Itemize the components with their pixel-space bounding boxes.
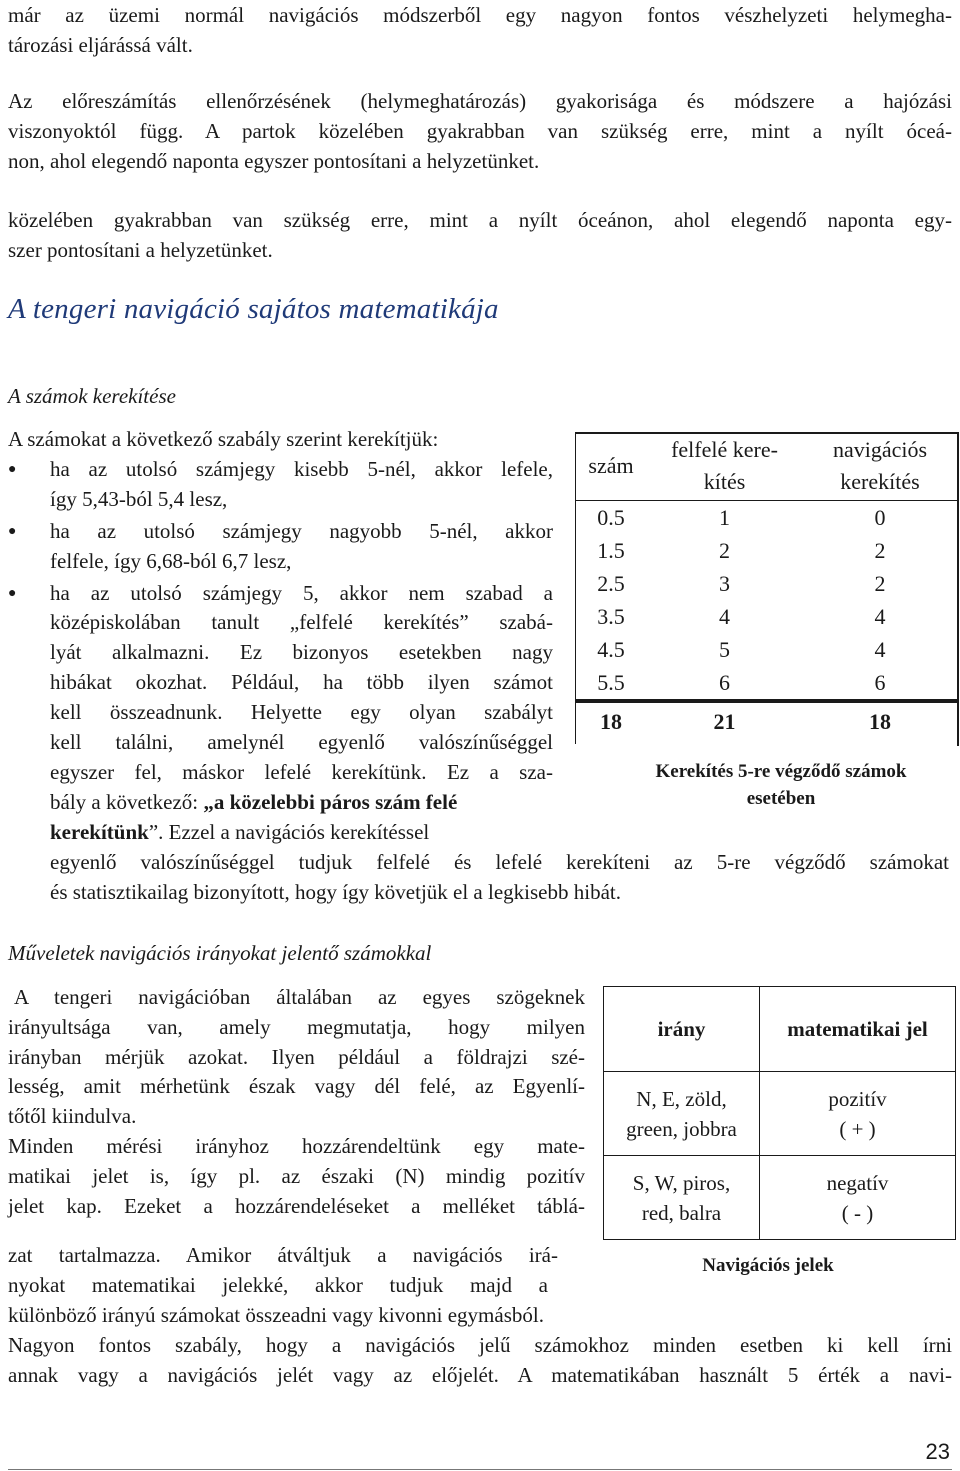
rounding-table [575,432,958,741]
footer-rule [8,1469,952,1470]
body-text-line: annak vagy a navigációs jelét vagy az előjelét. A matematikában használt 5 érték a navi- [8,1363,952,1387]
rule-emphasis: kerekítünk [50,820,149,844]
table-caption: Navigációs jelek [702,1255,834,1276]
body-text-line: lesség, amit mérhetünk észak vagy dél felé, az Egyenlí- [8,1074,585,1098]
bullet-text-line: lyát alkalmazni. Ez bizonyos esetekben nagy [50,640,553,664]
table-cell: 0.5 [597,504,625,530]
table-cell: 5 [719,636,730,662]
subsection-title: Műveletek navigációs irányokat jelentő számokkal [8,941,432,965]
table-cell: 1 [719,504,730,530]
bullet-icon: ● [8,462,17,477]
header-line: kerekítés [840,469,920,494]
table-cell [760,1156,956,1240]
header-cell-up [647,432,802,501]
bullet-text-line: így 5,43-ból 5,4 lesz, [50,487,228,511]
nav-sign-table [603,986,956,1240]
bullet-text-line: egyszer fel, máskor lefelé kerekítünk. Ez a sza- [50,760,553,784]
bullet-text-line: ha az utolsó számjegy kisebb 5-nél, akkor lefele, [50,457,553,481]
table-cell: 4.5 [597,636,625,662]
table-cell: 2 [874,570,886,596]
bullet-text-line: egyenlő valószínűséggel tudjuk felfelé és lefelé kerekíteni az 5-re végződő számokat [50,850,949,874]
body-text-line: irányban mérjük azokat. Ilyen például a földrajzi szé- [8,1045,585,1069]
table-cell: 6 [874,669,886,695]
cell-line: S, W, piros, [632,1170,731,1195]
table-header-row [604,987,956,1072]
bullet-text-line [50,817,429,847]
header-cell-szam: szám [575,432,647,501]
table-total-row [575,701,958,741]
body-text-line: non, ahol elegendő naponta egyszer pontosítani a helyzetünket. [8,149,540,173]
cell-line: ( - ) [841,1200,874,1225]
table-cell [760,1072,956,1156]
table-cell: 2 [874,537,886,563]
table-row [604,1072,956,1156]
table-row [575,666,958,701]
table-cell: 1.5 [597,537,625,563]
body-text-line: Nagyon fontos szabály, hogy a navigációs jelű számokhoz minden esetben ki kell írni [8,1333,952,1357]
table-cell: 2.5 [597,570,625,596]
table-cell: 5.5 [597,669,625,695]
table-cell: 6 [719,669,730,695]
body-text-line: nyokat matematikai jelekké, akkor tudjuk majd a [8,1273,548,1297]
table-header-row [575,432,958,501]
cell-line: ( + ) [839,1116,876,1141]
body-text-line: A tengeri navigációban általában az egyes szögeknek [14,985,585,1009]
body-text-line: matikai jelet is, így pl. az északi (N) mindig pozitív [8,1164,585,1188]
table-cell: 4 [874,636,886,662]
header-line: kítés [703,469,746,494]
header-line: navigációs [832,437,928,462]
cell-line: negatív [826,1170,889,1195]
table-row [575,633,958,666]
body-text-line: zat tartalmazza. Amikor átváltjuk a navigációs irá- [8,1243,558,1267]
body-text-line: tározási eljárássá vált. [8,33,193,57]
body-text-line: jelet kap. Ezeket a hozzárendeléseket a melléket táblá- [8,1194,585,1218]
table-cell: 3.5 [597,603,625,629]
table-row [575,600,958,633]
body-text-line: A számokat a következő szabály szerint kerekítjük: [8,427,439,451]
bullet-text-line: kell találni, amelynél egyenlő valószínűséggel [50,730,553,754]
cell-line: pozitív [828,1086,887,1111]
body-text-line: tőtől kiindulva. [8,1104,137,1128]
rule-text: bály a következő: [50,790,204,814]
body-text-line: Az előreszámítás ellenőrzésének (helymeghatározás) gyakorisága és módszere a hajózási [8,89,952,113]
bullet-text-line: ha az utolsó számjegy nagyobb 5-nél, akkor [50,519,553,543]
header-cell-direction: irány [604,987,760,1072]
section-title: A tengeri navigáció sajátos matematikája [8,293,499,325]
body-text-line: irányultsága van, amely megmutatja, hogy milyen [8,1015,585,1039]
total-cell: 21 [647,701,802,741]
body-text-line: szer pontosítani a helyzetünket. [8,238,273,262]
rule-text: ”. Ezzel a navigációs kerekítéssel [148,820,430,844]
body-text-line: közelében gyakrabban van szükség erre, mint a nyílt óceánon, ahol elegendő naponta egy- [8,208,952,232]
bullet-text-line [50,787,457,817]
subsection-title: A számok kerekítése [8,384,176,408]
table-cell [604,1072,760,1156]
rule-emphasis: „a közelebbi páros szám felé [203,790,458,814]
bullet-text-line: kell összeadnunk. Helyette egy olyan szabályt [50,700,553,724]
bullet-text-line: és statisztikailag bizonyított, hogy így követjük el a legkisebb hibát. [50,880,621,904]
body-text-line: már az üzemi normál navigációs módszerből egy nagyon fontos vészhelyzeti helymegha- [8,3,952,27]
table-row [575,567,958,600]
bullet-text-line: középiskolában tanult „felfelé kerekítés” szabá- [50,610,553,634]
caption-line: Kerekítés 5-re végződő számok [655,761,907,782]
table-row [575,534,958,567]
bullet-icon: ● [8,524,17,539]
bullet-text-line: hibákat okozhat. Például, ha több ilyen számot [50,670,553,694]
table-caption [600,758,960,812]
body-text-line: különböző irányú számokat összeadni vagy kivonni egymásból. [8,1303,544,1327]
body-text-line: viszonyoktól függ. A partok közelében gyakrabban van szükség erre, mint a nyílt óceá- [8,119,952,143]
page-number: 23 [925,1439,950,1464]
table-cell: 0 [874,504,886,530]
caption-line: esetében [746,788,816,809]
table-cell: 2 [719,537,730,563]
table-cell: 4 [719,603,730,629]
table-row [575,501,958,535]
bullet-text-line: felfele, így 6,68-ból 6,7 lesz, [50,549,292,573]
total-cell: 18 [575,701,647,741]
header-cell-nav [802,432,958,501]
body-text-line: Minden mérési irányhoz hozzárendeltünk egy mate- [8,1134,585,1158]
header-line: felfelé kere- [671,437,778,462]
cell-line: N, E, zöld, [636,1086,727,1111]
bullet-icon: ● [8,586,17,601]
cell-line: green, jobbra [626,1116,737,1141]
total-cell: 18 [802,701,958,741]
table-cell: 4 [874,603,886,629]
bullet-text-line: ha az utolsó számjegy 5, akkor nem szabad a [50,581,553,605]
table-cell: 3 [719,570,730,596]
cell-line: red, balra [641,1200,722,1225]
table-row [604,1156,956,1240]
header-cell-sign: matematikai jel [760,987,956,1072]
table-cell [604,1156,760,1240]
